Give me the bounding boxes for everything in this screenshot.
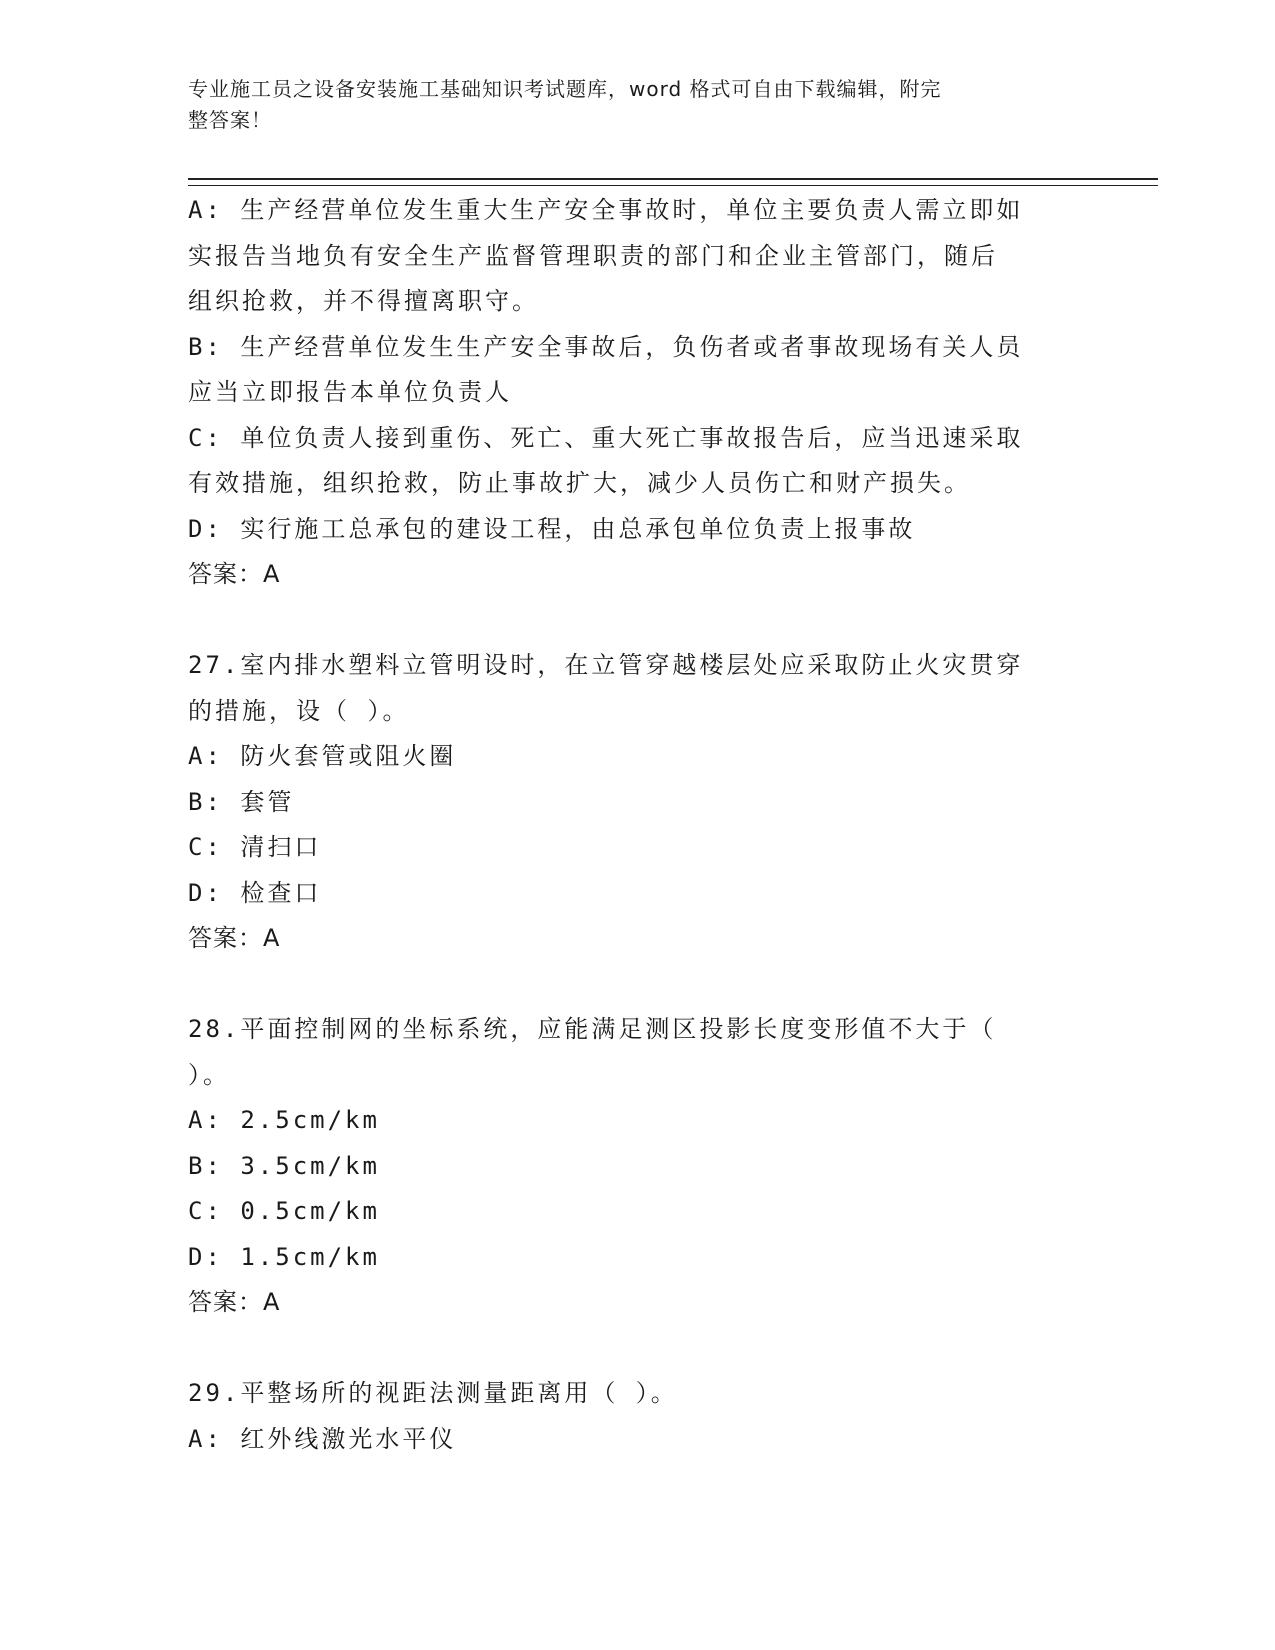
header-line-2: 整答案！ [188,108,272,132]
question-27 [188,643,1088,962]
option-b: B: 套管 [188,787,295,816]
option-a: A: 红外线激光水平仪 [188,1424,457,1453]
question-28 [188,1007,1088,1326]
option-b: B: 3.5cm/km [188,1151,380,1180]
option-line: 应当立即报告本单位负责人 [188,378,512,406]
question-text: 29.平整场所的视距法测量距离用（ ）。 [188,1379,678,1407]
question-29 [188,1371,1088,1462]
question-text: 27.室内排水塑料立管明设时，在立管穿越楼层处应采取防止火灾贯穿 [188,651,1024,679]
spacer [188,598,1088,644]
answer-line: 答案：A [188,1288,281,1316]
option-d: D: 1.5cm/km [188,1242,380,1271]
option-a: A: 防火套管或阻火圈 [188,742,457,770]
option-line: 组织抢救，并不得擅离职守。 [188,287,539,315]
option-c: C: 0.5cm/km [188,1197,380,1225]
option-line: B: 生产经营单位发生生产安全事故后，负伤者或者事故现场有关人员 [188,332,1024,361]
document-header [188,74,1068,136]
option-d: D: 检查口 [188,878,322,907]
option-line: C: 单位负责人接到重伤、死亡、重大死亡事故报告后，应当迅速采取 [188,423,1024,452]
header-line-1: 专业施工员之设备安装施工基础知识考试题库，word 格式可自由下载编辑，附完 [188,77,942,101]
option-c: C: 清扫口 [188,833,322,861]
question-list [188,188,1088,1462]
option-line: 有效措施，组织抢救，防止事故扩大，减少人员伤亡和财产损失。 [188,469,971,497]
question-26 [188,188,1088,598]
spacer [188,962,1088,1008]
option-line: D: 实行施工总承包的建设工程，由总承包单位负责上报事故 [188,514,916,543]
answer-line: 答案：A [188,924,281,952]
question-text: ）。 [188,1060,230,1089]
question-text: 28.平面控制网的坐标系统，应能满足测区投影长度变形值不大于（ [188,1015,997,1043]
option-a: A: 2.5cm/km [188,1106,380,1134]
option-line: 实报告当地负有安全生产监督管理职责的部门和企业主管部门，随后 [188,241,998,270]
question-text: 的措施，设（ ）。 [188,696,410,725]
option-line: A: 生产经营单位发生重大生产安全事故时，单位主要负责人需立即如 [188,196,1024,224]
header-divider [188,178,1158,186]
spacer [188,1326,1088,1372]
answer-line: 答案：A [188,560,281,588]
